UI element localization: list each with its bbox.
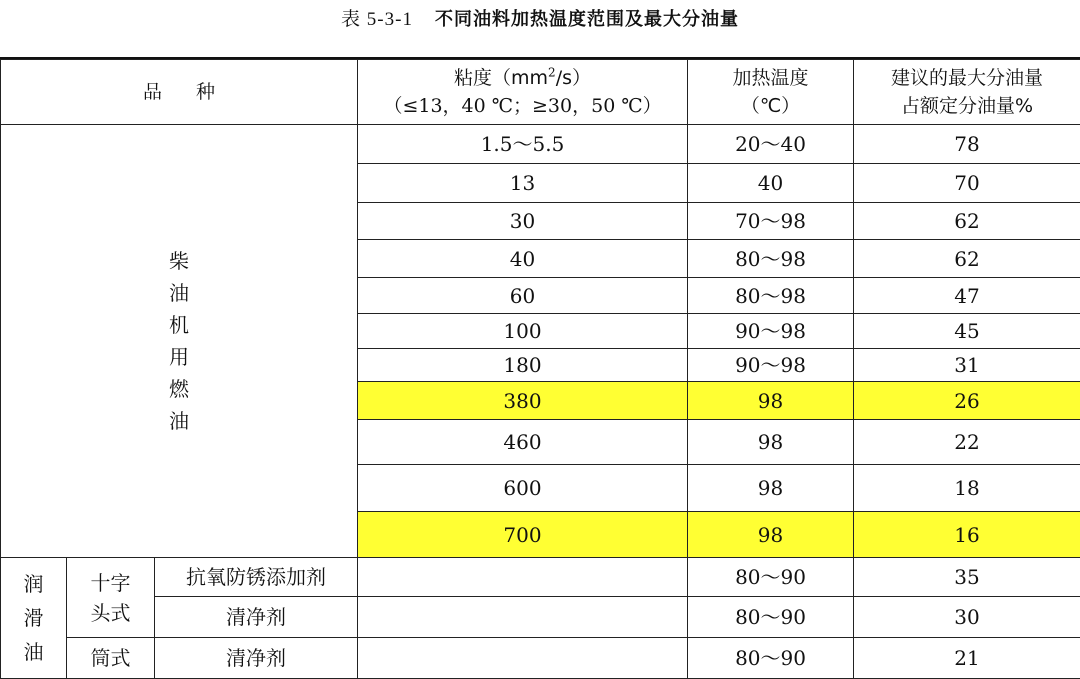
header-heating-label: 加热温度: [732, 67, 809, 89]
trunk-type-cell: 筒式: [67, 638, 155, 679]
viscosity-cell: 100: [358, 314, 688, 349]
header-ratio-unit: 占额定分油量%: [900, 95, 1034, 117]
viscosity-cell: 380: [358, 382, 688, 420]
header-row: [1, 60, 1080, 125]
ratio-cell: 30: [854, 597, 1080, 638]
ratio-cell: 18: [854, 465, 1080, 512]
ratio-cell: 21: [854, 638, 1080, 679]
ratio-cell: 31: [854, 349, 1080, 382]
ratio-cell: 47: [854, 278, 1080, 314]
temperature-cell: 70～98: [688, 203, 854, 240]
temperature-cell: 98: [688, 382, 854, 420]
additive-cell: 清净剂: [155, 597, 358, 638]
diesel-category-label: 柴油机用燃油: [169, 249, 189, 433]
ratio-cell: 26: [854, 382, 1080, 420]
crosshead-type-label: 十字头式: [90, 570, 131, 625]
viscosity-cell: [358, 597, 688, 638]
temperature-cell: 90～98: [688, 314, 854, 349]
viscosity-cell: 180: [358, 349, 688, 382]
temperature-cell: 80～98: [688, 240, 854, 278]
header-heating: [688, 60, 854, 125]
viscosity-cell: 700: [358, 512, 688, 558]
lube-category-cell: [1, 558, 67, 679]
temperature-cell: 80～90: [688, 597, 854, 638]
ratio-cell: 62: [854, 203, 1080, 240]
oil-heating-table: [0, 59, 1080, 679]
crosshead-type-cell: [67, 558, 155, 638]
header-viscosity-suffix: /s）: [555, 67, 591, 89]
ratio-cell: 78: [854, 125, 1080, 164]
temperature-cell: 80～90: [688, 558, 854, 597]
ratio-cell: 62: [854, 240, 1080, 278]
table-title: 不同油料加热温度范围及最大分油量: [434, 9, 739, 30]
temperature-cell: 98: [688, 465, 854, 512]
temperature-cell: 80～90: [688, 638, 854, 679]
ratio-cell: 45: [854, 314, 1080, 349]
header-viscosity-condition: （≤13，40 ℃；≥30，50 ℃）: [383, 95, 662, 117]
header-viscosity: [358, 60, 688, 125]
ratio-cell: 22: [854, 420, 1080, 465]
viscosity-cell: 460: [358, 420, 688, 465]
ratio-cell: 70: [854, 164, 1080, 203]
table-row: [1, 597, 1080, 638]
header-category: 品种: [1, 60, 358, 125]
table-caption: [0, 8, 1080, 32]
header-ratio-label: 建议的最大分油量: [891, 67, 1044, 89]
lube-section: [1, 558, 1080, 679]
table-row: [1, 125, 1080, 164]
viscosity-cell: 30: [358, 203, 688, 240]
table-number: 表 5-3-1: [341, 9, 413, 30]
header-ratio: [854, 60, 1080, 125]
temperature-cell: 98: [688, 512, 854, 558]
header-heating-unit: （℃）: [740, 95, 801, 117]
viscosity-cell: 60: [358, 278, 688, 314]
temperature-cell: 40: [688, 164, 854, 203]
temperature-cell: 90～98: [688, 349, 854, 382]
diesel-category-cell: [1, 125, 358, 558]
viscosity-cell: 600: [358, 465, 688, 512]
ratio-cell: 16: [854, 512, 1080, 558]
viscosity-cell: 13: [358, 164, 688, 203]
additive-cell: 清净剂: [155, 638, 358, 679]
table-row: [1, 638, 1080, 679]
additive-cell: 抗氧防锈添加剂: [155, 558, 358, 597]
viscosity-cell: 40: [358, 240, 688, 278]
header-viscosity-sup: 2: [548, 65, 556, 80]
lube-category-label: 润滑油: [23, 572, 44, 664]
diesel-section: [1, 125, 1080, 558]
ratio-cell: 35: [854, 558, 1080, 597]
temperature-cell: 80～98: [688, 278, 854, 314]
header-viscosity-prefix: 粘度（mm: [454, 67, 549, 89]
viscosity-cell: 1.5～5.5: [358, 125, 688, 164]
viscosity-cell: [358, 638, 688, 679]
temperature-cell: 20～40: [688, 125, 854, 164]
table-row: [1, 558, 1080, 597]
viscosity-cell: [358, 558, 688, 597]
temperature-cell: 98: [688, 420, 854, 465]
